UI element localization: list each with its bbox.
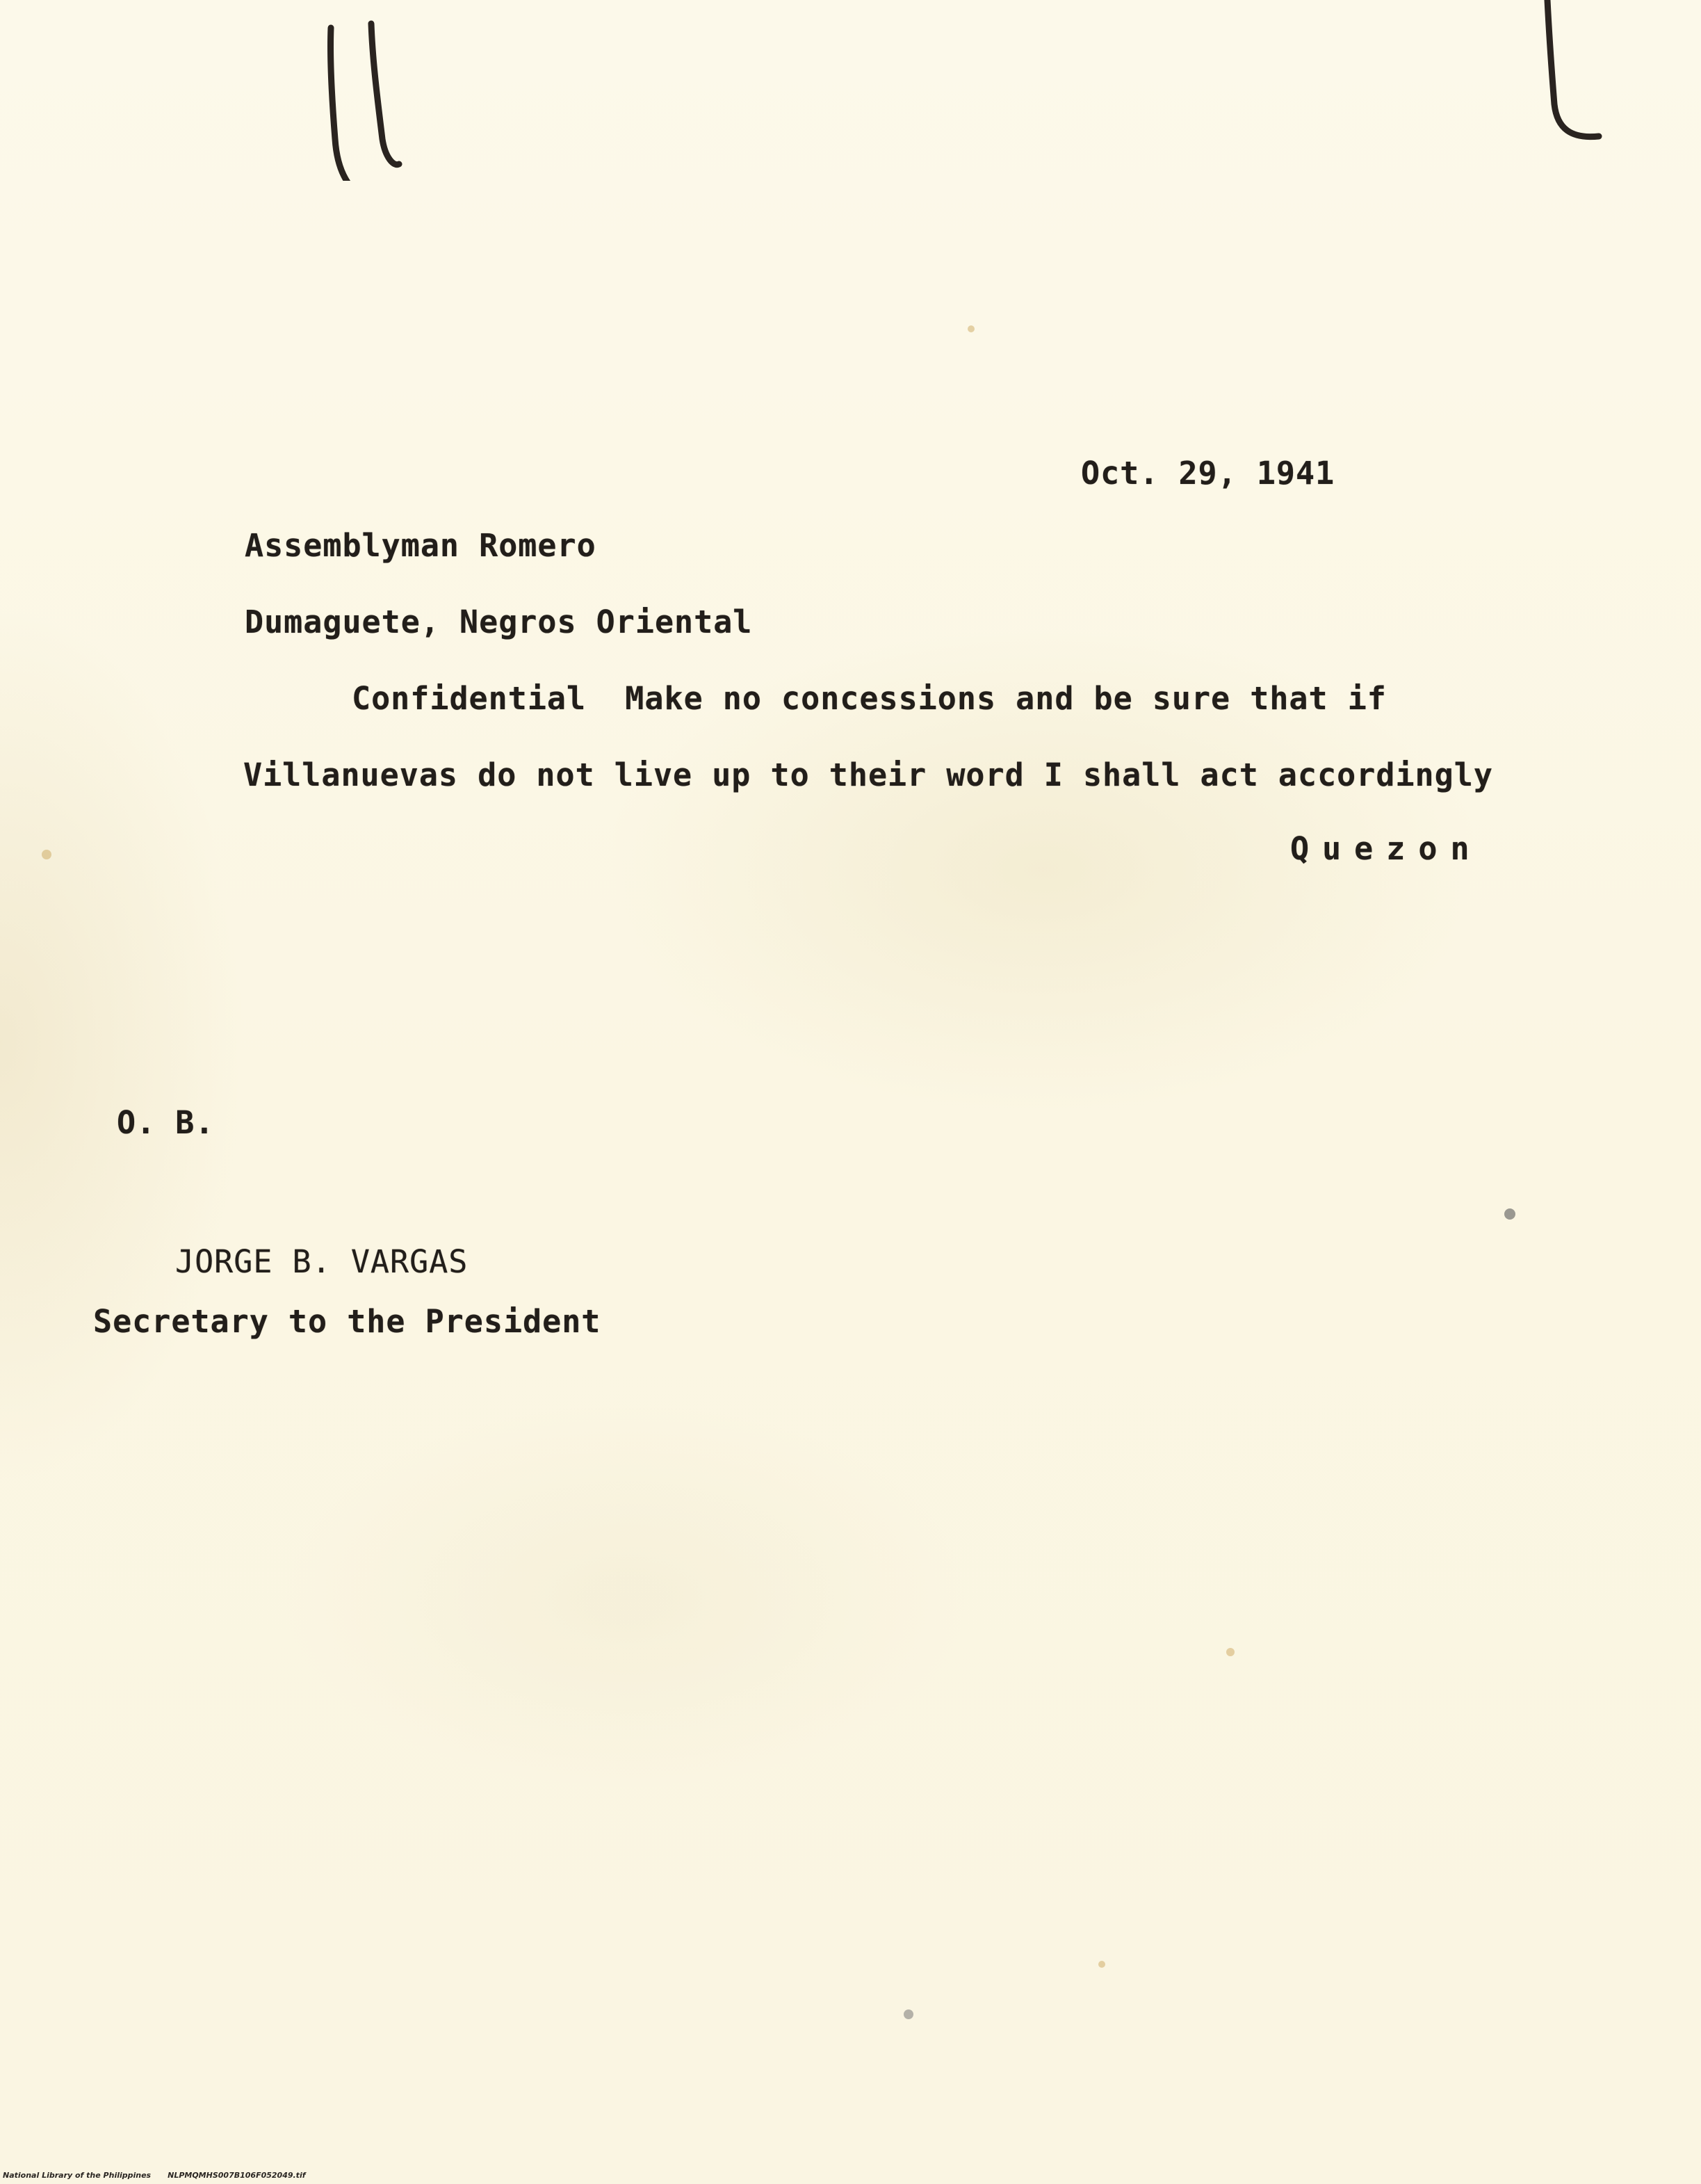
paper-stain <box>42 850 51 859</box>
staple-left-1 <box>330 28 348 181</box>
paper-stain <box>1226 1648 1235 1656</box>
addressee-location: Dumaguete, Negros Oriental <box>245 604 753 640</box>
staple-right <box>1547 0 1599 137</box>
signer-name: Quezon <box>1290 830 1483 867</box>
secretary-name: JORGE B. VARGAS <box>175 1243 469 1280</box>
staple-left-2 <box>371 24 399 165</box>
paper-stain <box>968 325 975 332</box>
paper-stain <box>1098 1961 1105 1968</box>
archive-file-id: NLPMQMHS007B106F052049.tif <box>168 2171 306 2180</box>
staple-marks <box>0 0 1701 181</box>
message-line-2: Villanuevas do not live up to their word I shall act accordingly <box>243 757 1493 793</box>
secretary-title: Secretary to the President <box>93 1303 601 1340</box>
paper-stain <box>904 2009 913 2019</box>
paper-stain <box>1504 1208 1515 1220</box>
archive-footer <box>3 2171 306 2180</box>
ob-notation: O. B. <box>117 1104 215 1141</box>
archive-library: National Library of the Philippines <box>3 2171 152 2180</box>
letter-date: Oct. 29, 1941 <box>1081 455 1335 492</box>
message-line-1: Confidential Make no concessions and be sure that if <box>352 680 1387 717</box>
addressee: Assemblyman Romero <box>245 527 596 564</box>
